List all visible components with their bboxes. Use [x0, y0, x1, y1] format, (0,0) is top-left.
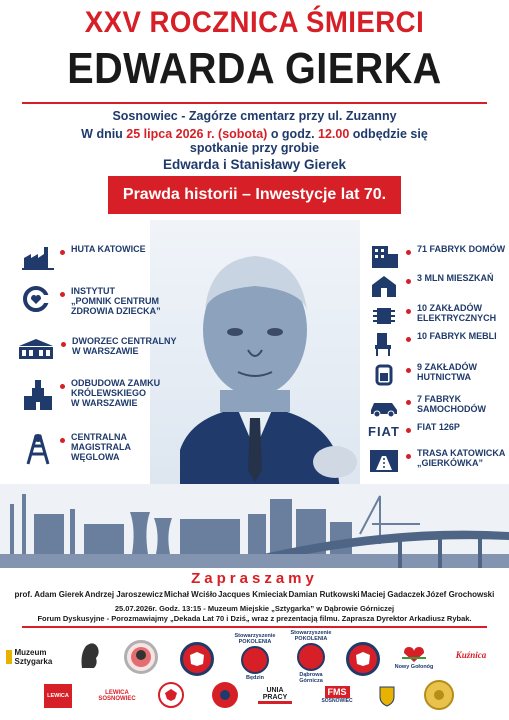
- bullet-dot: [406, 368, 411, 373]
- station-icon: [17, 336, 55, 362]
- right-item-label: 10 ZAKŁADÓW ELEKTRYCZNYCH: [417, 303, 497, 323]
- guest-list: [0, 590, 509, 599]
- headline-name: EDWARDA GIERKA: [67, 44, 442, 93]
- logo-lewica: LEWICA: [44, 684, 72, 708]
- bullet-dot: [406, 400, 411, 405]
- guest-name: Maciej Gadaczek: [360, 590, 425, 599]
- left-item-label: HUTA KATOWICE: [71, 244, 146, 254]
- ladle-icon: [368, 362, 400, 388]
- logo-muzeum-sztygarka: Muzeum Sztygarka: [6, 644, 64, 670]
- logo-unia-pracy: UNIA PRACY: [258, 684, 292, 706]
- crest-icon: [378, 685, 396, 707]
- guest-name: Andrzej Jaroszewicz: [84, 590, 163, 599]
- bullet-dot: [406, 454, 411, 459]
- guest-name: Jacques Kmieciak: [218, 590, 288, 599]
- left-item-zamek: [22, 378, 160, 412]
- bullet-dot: [61, 342, 66, 347]
- seal-icon: [431, 687, 447, 703]
- grave-line: Edwarda i Stanisławy Gierek: [162, 157, 347, 172]
- right-item-samochodow: [368, 394, 486, 420]
- theme-banner: Prawda historii – Inwestycje lat 70.: [108, 176, 401, 214]
- right-item-label: TRASA KATOWICKA „GIERKÓWKA”: [417, 448, 506, 468]
- header-divider: [22, 102, 487, 104]
- logo-portrait-emblem: [76, 640, 102, 670]
- castle-icon: [22, 378, 54, 412]
- right-item-label: FIAT 126P: [417, 422, 460, 432]
- profile-silhouette-icon: [76, 640, 102, 670]
- logo-pokolenia-1: [180, 642, 214, 676]
- bullet-dot: [406, 309, 411, 314]
- meeting-line: spotkanie przy grobie: [189, 141, 320, 155]
- portrait-illustration: [150, 220, 360, 490]
- industrial-skyline: [0, 484, 509, 568]
- right-item-fiat: [368, 422, 460, 448]
- right-item-fabryk-domow: [368, 244, 505, 270]
- medallion-icon: [129, 645, 153, 669]
- poland-map-icon: [187, 649, 207, 669]
- right-item-label: 9 ZAKŁADÓW HUTNICTWA: [417, 362, 477, 382]
- invite-heading: Zapraszamy: [191, 570, 318, 587]
- fiat-logo-icon: FIAT: [368, 424, 400, 439]
- bullet-dot: [60, 438, 65, 443]
- forum-info-line2: Forum Dyskusyjne - Porozmawiajmy „Dekada Lat 70 i Dziś„ wraz z prezentacją filmu. Zaprasza Dyrektor Arkadiusz Rybak.: [37, 614, 472, 623]
- headline-anniversary: XXV ROCZNICA ŚMIERCI: [84, 6, 425, 39]
- bullet-dot: [406, 279, 411, 284]
- logo-pokolenia-2: [346, 642, 380, 676]
- left-item-label: ODBUDOWA ZAMKU KRÓLEWSKIEGO W WARSZAWIE: [71, 378, 161, 408]
- chip-icon: [368, 303, 400, 329]
- left-item-label: CENTRALNA MAGISTRALA WĘGLOWA: [71, 432, 131, 462]
- bullet-dot: [406, 428, 411, 433]
- guest-name: prof. Adam Gierek: [14, 590, 84, 599]
- right-item-elektryczne: [368, 303, 496, 329]
- mine-tower-icon: [22, 432, 54, 466]
- pokolenia-badge-icon: [297, 643, 325, 671]
- eagle-icon: [163, 687, 179, 703]
- right-item-trasa: [368, 448, 505, 474]
- house-icon: [368, 273, 400, 299]
- bullet-dot: [406, 250, 411, 255]
- left-item-dworzec: [17, 336, 177, 362]
- logo-fms: FMS SOSNOWIEC: [321, 687, 353, 704]
- right-item-label: 3 MLN MIESZKAŃ: [417, 273, 494, 283]
- logo-round-badge: [124, 640, 158, 674]
- logo-kuznica: Kuźnica: [455, 650, 487, 660]
- logo-stow-bedzin: Stowarzyszenie POKOLENIA Będzin: [234, 633, 276, 681]
- guest-name: Damian Rutkowski: [288, 590, 360, 599]
- guest-name: Józef Grochowski: [425, 590, 495, 599]
- bullet-dot: [60, 292, 65, 297]
- left-item-instytut: [22, 286, 161, 316]
- right-item-label: 71 FABRYK DOMÓW: [417, 244, 506, 254]
- right-item-mebli: [368, 331, 497, 357]
- logo-small-emblem: [376, 684, 398, 708]
- guest-name: Michał Wciśło: [164, 590, 217, 599]
- logo-round-red-1: [158, 682, 184, 708]
- bullet-dot: [60, 384, 65, 389]
- emblem-icon: [217, 687, 233, 703]
- building-icon: [368, 244, 400, 270]
- left-item-huta: [22, 244, 146, 270]
- logo-lewica-sosnowiec: LEWICA SOSNOWIEC: [98, 690, 136, 702]
- highway-icon: [368, 448, 400, 474]
- poland-map-icon: [353, 649, 373, 669]
- logo-round-red-2: [212, 682, 238, 708]
- left-item-magistrala: [22, 432, 131, 466]
- heart-c-icon: [22, 286, 54, 312]
- right-item-label: 7 FABRYK SAMOCHODÓW: [417, 394, 486, 414]
- left-item-label: DWORZEC CENTRALNY W WARSZAWIE: [72, 336, 177, 356]
- bullet-dot: [60, 250, 65, 255]
- right-item-hutnictwa: [368, 362, 477, 388]
- chair-icon: [368, 331, 400, 357]
- event-date: 25 lipca 2026 r. (sobota): [126, 127, 268, 141]
- factory-icon: [22, 244, 54, 270]
- right-item-label: 10 FABRYK MEBLI: [417, 331, 497, 341]
- bullet-dot: [406, 337, 411, 342]
- logo-stow-dabrowa: Stowarzyszenie POKOLENIA Dąbrowa Górnicza: [290, 630, 332, 684]
- location-line: Sosnowiec - Zagórze cmentarz przy ul. Zuzanny: [112, 109, 397, 123]
- heart-hands-icon: [399, 644, 429, 664]
- sztygarka-mark-icon: [6, 650, 12, 664]
- date-line: W dniu 25 lipca 2026 r. (sobota) o godz. 12.00 odbędzie się: [81, 127, 428, 141]
- logo-gold-seal: [424, 680, 454, 710]
- portrait: [150, 220, 360, 490]
- event-time: 12.00: [318, 127, 350, 141]
- car-icon: [368, 394, 400, 420]
- forum-info-line1: 25.07.2026r. Godz. 13:15 - Muzeum Miejskie „Sztygarka” w Dąbrowie Górniczej: [114, 604, 395, 613]
- left-item-label: INSTYTUT „POMNIK CENTRUM ZDROWIA DZIECKA”: [71, 286, 161, 316]
- pokolenia-badge-icon: [241, 646, 269, 674]
- logo-nowy-golonog: Nowy Gołonóg: [394, 640, 434, 674]
- right-item-mieszkan: [368, 273, 494, 299]
